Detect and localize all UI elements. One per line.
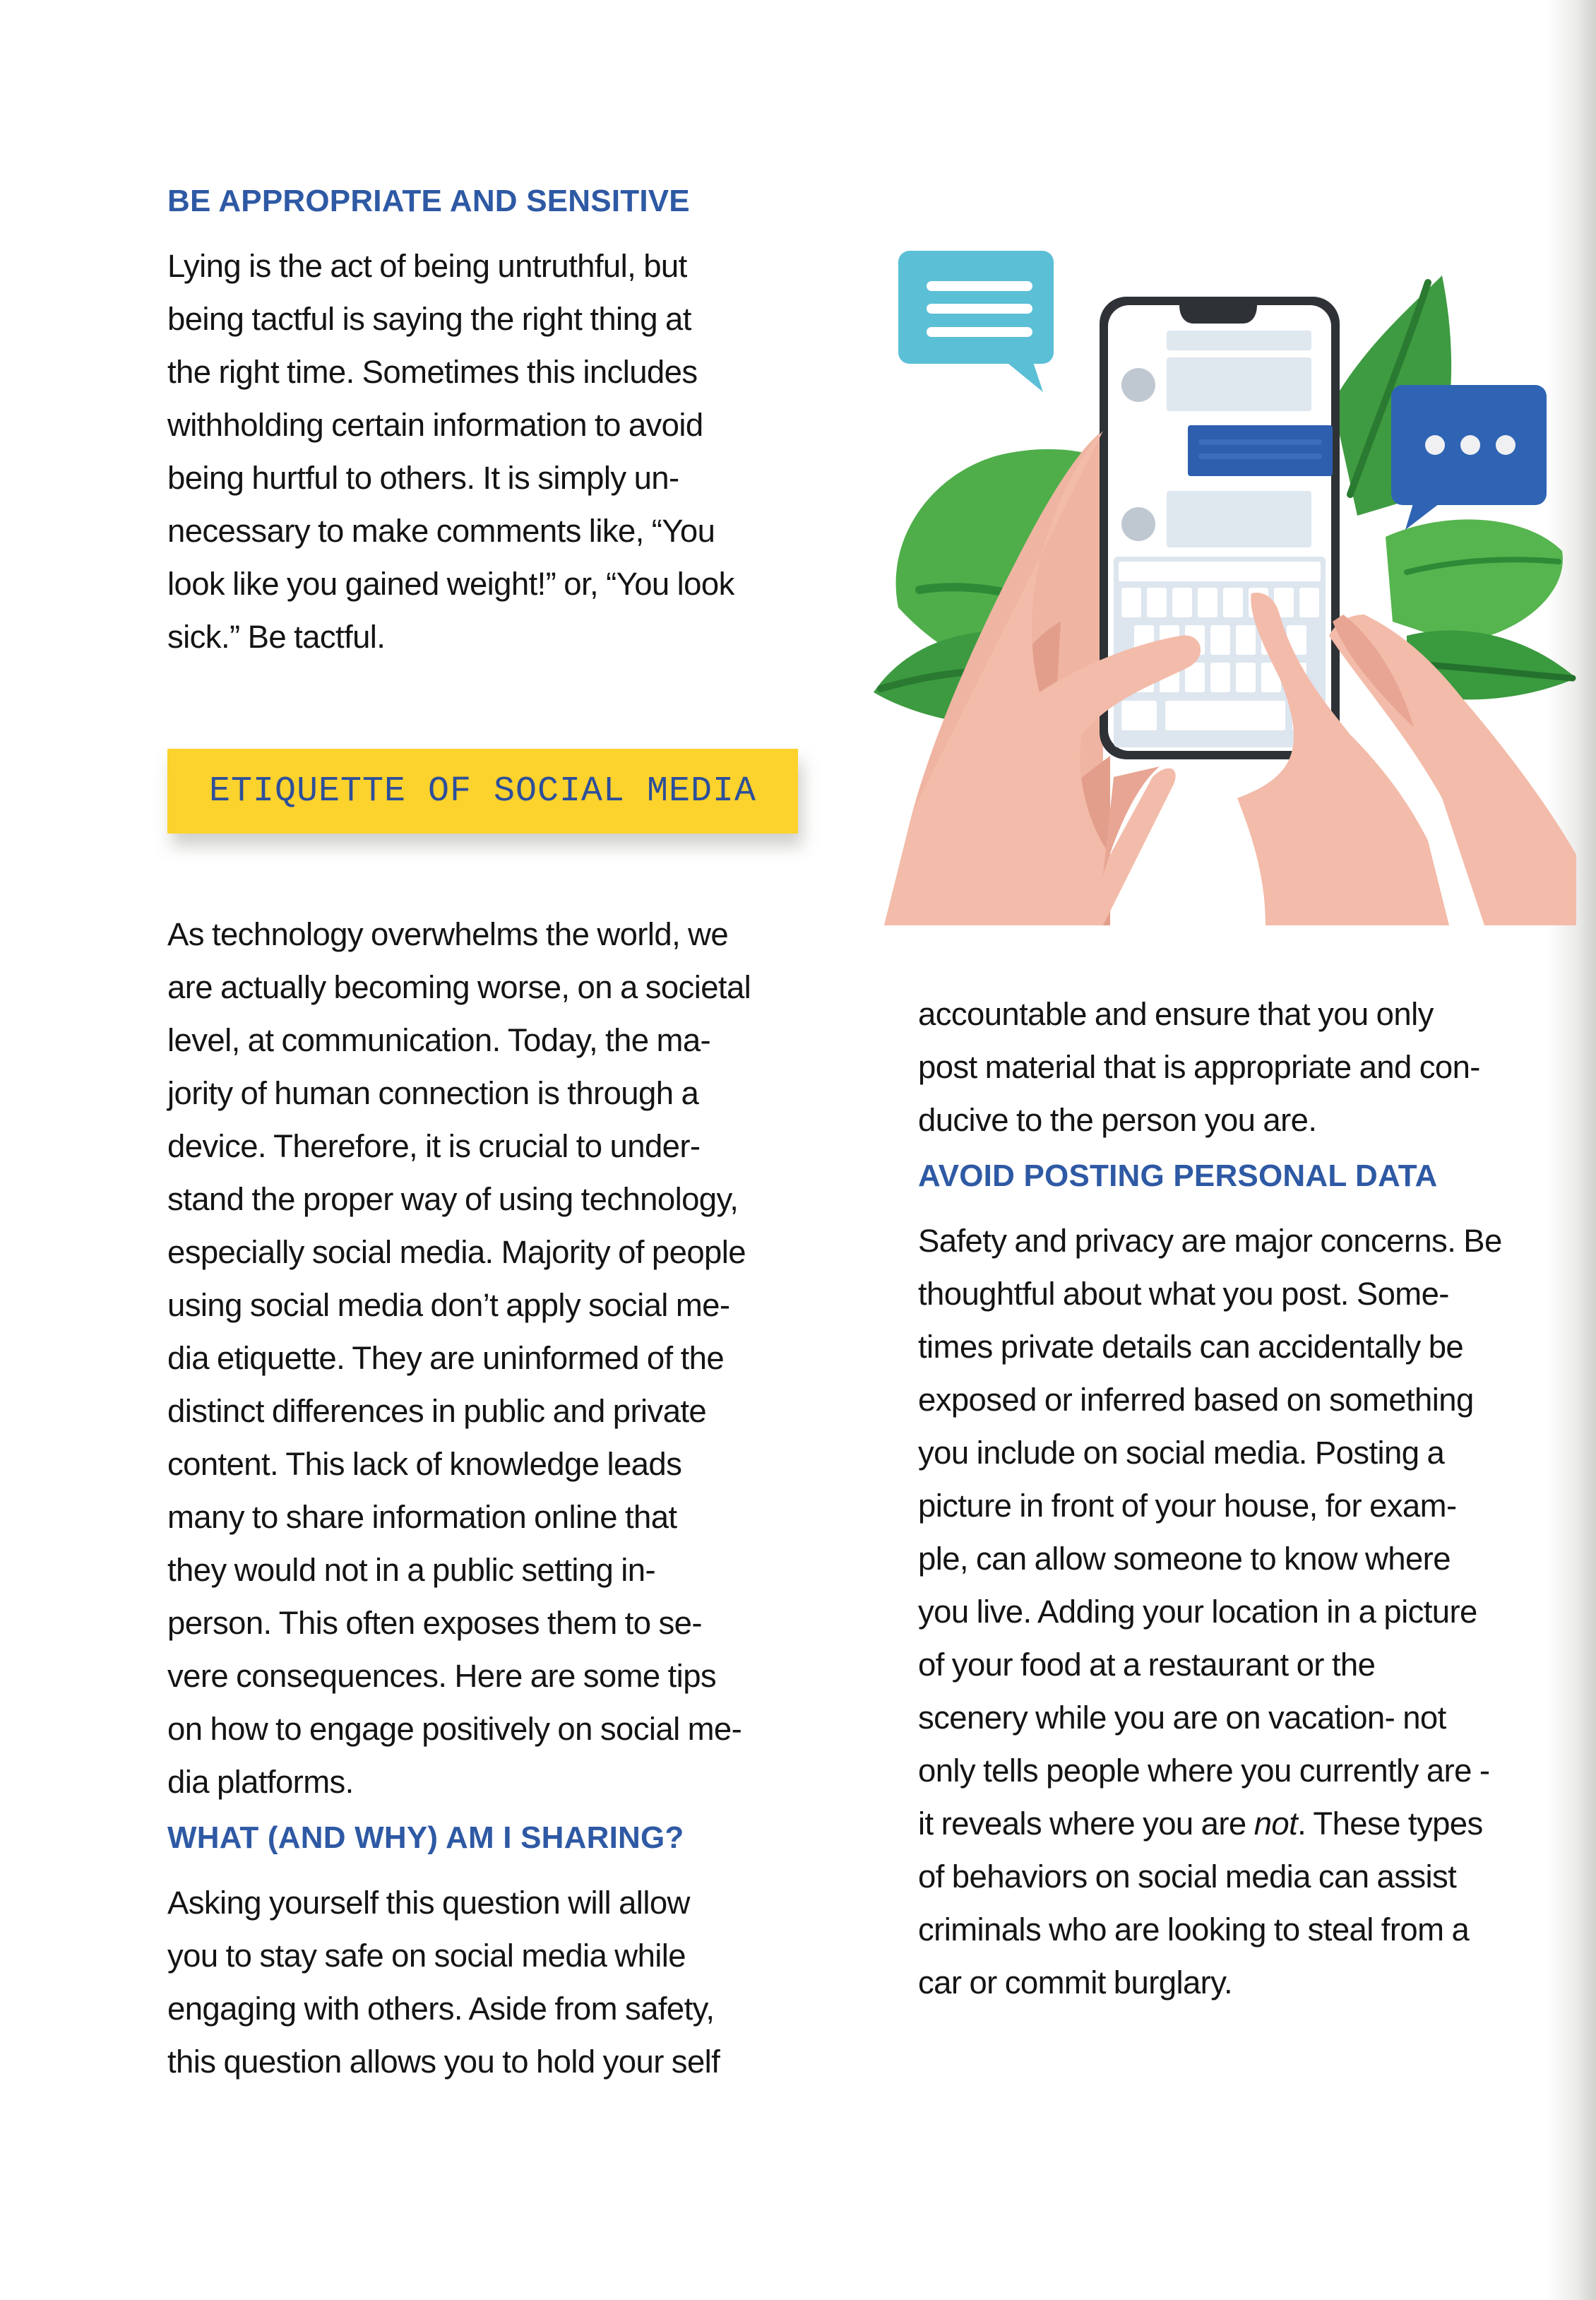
text-line-with-emphasis bbox=[918, 1797, 1561, 1850]
text-line: you include on social media. Posting a bbox=[918, 1435, 1445, 1471]
text-line: the right time. Sometimes this includes bbox=[167, 354, 698, 390]
text-line: car or commit burglary. bbox=[918, 1964, 1233, 2000]
text-line: you to stay safe on social media while bbox=[167, 1938, 686, 1974]
text-line: distinct differences in public and private bbox=[167, 1393, 707, 1429]
text-line: Lying is the act of being untruthful, but bbox=[167, 248, 687, 284]
text-line: times private details can accidentally be bbox=[918, 1329, 1464, 1365]
text-line: Asking yourself this question will allow bbox=[167, 1885, 690, 1921]
text-line: jority of human connection is through a bbox=[167, 1075, 699, 1111]
text-line: ple, can allow someone to know where bbox=[918, 1541, 1451, 1577]
text-line: of behaviors on social media can assist bbox=[918, 1859, 1457, 1895]
text-line: many to share information online that bbox=[167, 1499, 677, 1535]
text-line: necessary to make comments like, “You bbox=[167, 513, 715, 549]
text-line: picture in front of your house, for exam- bbox=[918, 1488, 1457, 1524]
text-line: using social media don’t apply social me- bbox=[167, 1287, 730, 1323]
banner-etiquette-of-social-media bbox=[167, 749, 798, 834]
heading-be-appropriate: BE APPROPRIATE AND SENSITIVE bbox=[167, 184, 690, 218]
section-right-column bbox=[918, 988, 1561, 2009]
paragraph-be-appropriate bbox=[167, 239, 817, 663]
text-line: only tells people where you currently are - bbox=[918, 1753, 1490, 1789]
emphasis-not: not bbox=[1253, 1806, 1298, 1842]
paragraph-what-and-why-continued bbox=[918, 988, 1561, 1146]
text-line: on how to engage positively on social me- bbox=[167, 1711, 742, 1747]
text-line: post material that is appropriate and con- bbox=[918, 1049, 1480, 1085]
text-line: you live. Adding your location in a picture bbox=[918, 1594, 1477, 1630]
text-line: As technology overwhelms the world, we bbox=[167, 916, 729, 952]
text-line: stand the proper way of using technology, bbox=[167, 1181, 739, 1217]
phone-chat-illustration bbox=[870, 240, 1576, 925]
text-line: criminals who are looking to steal from a bbox=[918, 1911, 1470, 1948]
text-line: especially social media. Majority of people bbox=[167, 1234, 746, 1270]
text-line: content. This lack of knowledge leads bbox=[167, 1446, 682, 1482]
text-line: exposed or inferred based on something bbox=[918, 1382, 1474, 1418]
text-line: withholding certain information to avoid bbox=[167, 407, 703, 443]
chat-bubble-typing-icon bbox=[1391, 385, 1547, 530]
heading-what-and-why: WHAT (AND WHY) AM I SHARING? bbox=[167, 1820, 684, 1855]
paragraph-what-and-why bbox=[167, 1876, 817, 2088]
text-line: are actually becoming worse, on a societal bbox=[167, 969, 751, 1005]
text-line: engaging with others. Aside from safety, bbox=[167, 1991, 715, 2027]
text-line: dia platforms. bbox=[167, 1764, 354, 1800]
text-line: they would not in a public setting in- bbox=[167, 1552, 656, 1588]
text-line: level, at communication. Today, the ma- bbox=[167, 1022, 711, 1058]
text-line: scenery while you are on vacation- not bbox=[918, 1700, 1446, 1736]
section-be-appropriate bbox=[167, 180, 817, 663]
section-intro bbox=[167, 908, 817, 2088]
text-line: device. Therefore, it is crucial to under- bbox=[167, 1128, 701, 1164]
text-line: being hurtful to others. It is simply un- bbox=[167, 460, 679, 496]
text-fragment: it reveals where you are bbox=[918, 1806, 1254, 1842]
chat-bubble-lines-icon bbox=[898, 251, 1054, 392]
text-line: look like you gained weight!” or, “You look bbox=[167, 566, 734, 602]
text-line: Safety and privacy are major concerns. Be bbox=[918, 1223, 1502, 1259]
text-line: sick.” Be tactful. bbox=[167, 619, 386, 655]
paragraph-intro bbox=[167, 908, 817, 1808]
text-line: thoughtful about what you post. Some- bbox=[918, 1276, 1449, 1312]
text-line: ducive to the person you are. bbox=[918, 1102, 1317, 1138]
banner-title: ETIQUETTE OF SOCIAL MEDIA bbox=[208, 771, 757, 812]
text-line: this question allows you to hold your self bbox=[167, 2044, 720, 2080]
text-line: accountable and ensure that you only bbox=[918, 996, 1434, 1032]
heading-avoid-posting-personal-data: AVOID POSTING PERSONAL DATA bbox=[918, 1158, 1438, 1193]
text-line: vere consequences. Here are some tips bbox=[167, 1658, 717, 1694]
text-fragment: . These types bbox=[1297, 1806, 1483, 1842]
text-line: person. This often exposes them to se- bbox=[167, 1605, 702, 1641]
text-line: being tactful is saying the right thing at bbox=[167, 301, 691, 337]
paragraph-avoid-posting bbox=[918, 1214, 1561, 2009]
text-line: of your food at a restaurant or the bbox=[918, 1647, 1376, 1683]
text-line: dia etiquette. They are uninformed of the bbox=[167, 1340, 725, 1376]
